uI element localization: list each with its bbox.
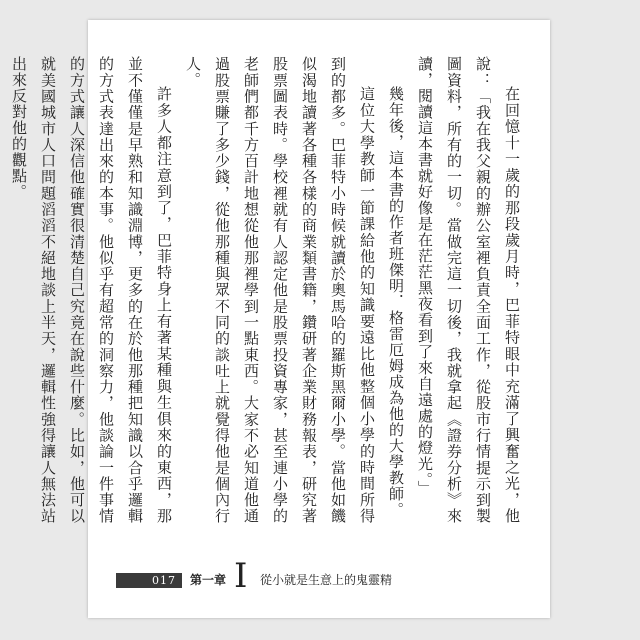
chapter-label: 第一章	[190, 573, 227, 587]
paragraph: 在回憶十一歲的那段歲月時，巴菲特眼中充滿了興奮之光，他說：「我在我父親的辦公室裡負責全面工作，從股市行情提示到製圖資料，所有的一切。當做完這一切後，我就拿起《證券分析》來讀，閱讀這本書就好像是在茫茫黑夜看到了來自遠處的燈光。」	[416, 56, 521, 524]
page-number: 017	[116, 573, 182, 588]
chapter-numeral: I	[234, 556, 248, 596]
paragraph: 這位大學教師一節課給他的知識要遠比他整個小學的時間所得到的都多。巴菲特小時候就讀於奧馬哈的羅斯黑爾小學。當他如饑似渴地讀著各種各樣的商業類書籍，鑽研著企業財務報表，研究著股票圖表時。學校裡就有人認定他是股票投資專家，甚至連小學的老師們都千方百計地想從他那裡學到一點東西。大家不必知道他通過股票賺了多少錢，從他那種與眾不同的談吐上就覺得他是個內行人。	[184, 56, 376, 524]
paragraph: 幾年後，這本書的作者班傑明．格雷厄姆成為他的大學教師。	[387, 86, 405, 518]
body-text	[4, 56, 526, 524]
page-footer	[116, 556, 416, 596]
book-page	[10, 20, 550, 618]
paragraph: 許多人都注意到了，巴菲特身上有著某種與生俱來的東西，那並不僅僅是早熟和知識淵博，更多的在於他那種把知識以合乎邏輯的方式表達出來的本事。他似乎有超常的洞察力，他談論一件事情的方式讓人深信他確實很清楚自己究竟在說些什麼。比如，他可以就美國城市人口問題滔滔不絕地談上半天，邏輯性強得讓人無法站出來反對他的觀點。	[10, 56, 173, 524]
chapter-title: 從小就是生意上的鬼靈精	[260, 573, 393, 587]
